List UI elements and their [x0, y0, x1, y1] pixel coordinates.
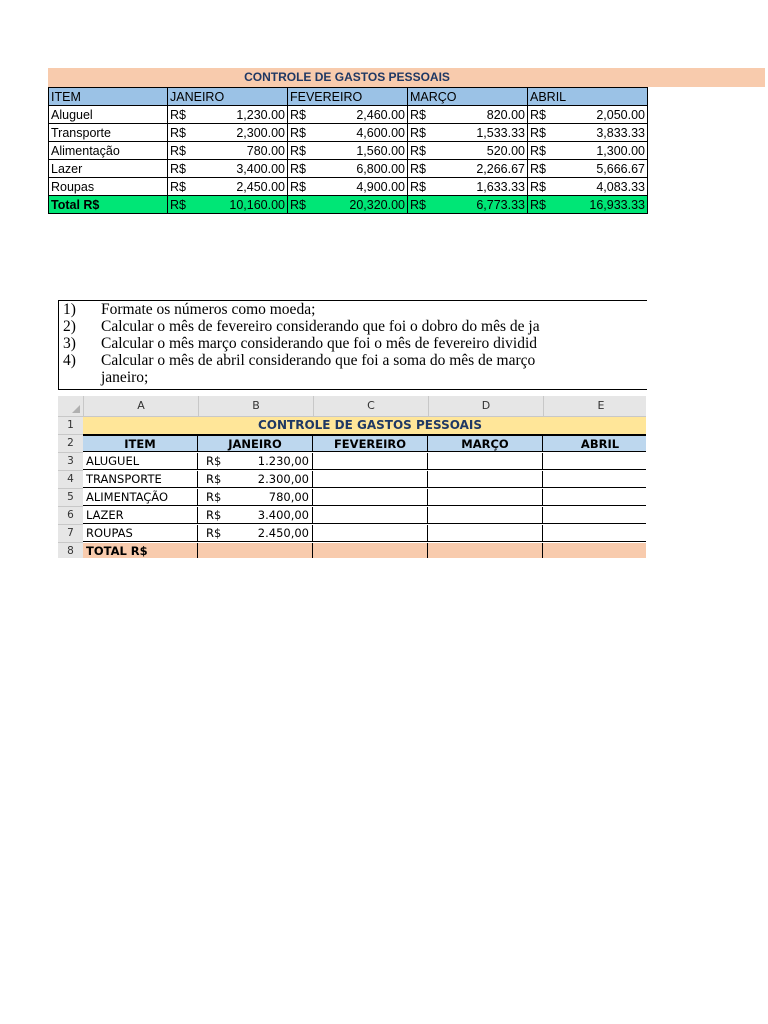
select-all-triangle-icon: [72, 405, 80, 413]
total-cell: [408, 196, 528, 214]
sheet-empty-cell[interactable]: [543, 489, 646, 506]
value: 1,560.00: [356, 143, 405, 158]
instruction-text: Calcular o mês de abril considerando que foi a soma do mês de março: [101, 352, 536, 369]
row-header[interactable]: 2: [58, 435, 83, 453]
currency-symbol: R$: [170, 143, 186, 158]
value-cell: [408, 160, 528, 178]
currency-symbol: R$: [290, 143, 306, 158]
sheet-item-cell[interactable]: TRANSPORTE: [83, 471, 198, 488]
value-cell: [408, 142, 528, 160]
currency-symbol: R$: [410, 161, 426, 176]
total-value: 16,933.33: [589, 197, 645, 212]
total-cell: [528, 196, 648, 214]
column-header-b[interactable]: B: [198, 396, 313, 416]
value-cell: [528, 124, 648, 142]
instruction-item: [59, 335, 647, 352]
value-cell: [528, 178, 648, 196]
instruction-item: [59, 318, 647, 335]
instruction-number: 2): [63, 318, 76, 335]
value: 4,600.00: [356, 125, 405, 140]
value-cell: [288, 124, 408, 142]
currency-symbol: R$: [206, 454, 222, 468]
instruction-number: 3): [63, 335, 76, 352]
instruction-text: Calcular o mês março considerando que foi o mês de fevereiro dividid: [101, 335, 538, 352]
total-label: Total R$: [49, 196, 168, 214]
currency-symbol: R$: [206, 508, 222, 522]
page-title: CONTROLE DE GASTOS PESSOAIS: [244, 70, 450, 84]
value-cell: [288, 106, 408, 124]
currency-symbol: R$: [206, 526, 222, 540]
sheet-empty-cell[interactable]: [543, 525, 646, 542]
value: 3.400,00: [257, 508, 309, 522]
value-cell: [168, 178, 288, 196]
sheet-empty-cell[interactable]: [313, 525, 428, 542]
currency-symbol: R$: [170, 125, 186, 140]
table-header-row: [49, 88, 648, 106]
currency-symbol: R$: [290, 179, 306, 194]
sheet-empty-cell[interactable]: [428, 453, 543, 470]
sheet-empty-cell[interactable]: [428, 525, 543, 542]
item-cell: Lazer: [49, 160, 168, 178]
sheet-item-cell[interactable]: ROUPAS: [83, 525, 198, 542]
instruction-text: Calcular o mês de fevereiro considerando que foi o dobro do mês de ja: [101, 318, 540, 335]
total-value: 10,160.00: [229, 197, 285, 212]
sheet-empty-cell[interactable]: [428, 471, 543, 488]
row-header[interactable]: 8: [58, 543, 83, 558]
value-cell: [288, 142, 408, 160]
expense-table: [48, 87, 648, 214]
header-abril: ABRIL: [528, 88, 648, 106]
item-cell: Transporte: [49, 124, 168, 142]
currency-symbol: R$: [410, 107, 426, 122]
sheet-janeiro-cell[interactable]: [198, 453, 313, 470]
total-cell: [168, 196, 288, 214]
value-cell: [408, 124, 528, 142]
sheet-empty-cell[interactable]: [543, 507, 646, 524]
value-cell: [168, 142, 288, 160]
sheet-total-cell[interactable]: [428, 543, 543, 558]
header-marco: MARÇO: [408, 88, 528, 106]
currency-symbol: R$: [410, 179, 426, 194]
currency-symbol: R$: [530, 197, 546, 212]
sheet-total-label[interactable]: TOTAL R$: [83, 543, 198, 558]
currency-symbol: R$: [290, 161, 306, 176]
instruction-item: [59, 352, 647, 369]
currency-symbol: R$: [530, 107, 546, 122]
row-header[interactable]: 4: [58, 471, 83, 489]
value-cell: [528, 160, 648, 178]
value: 1,230.00: [236, 107, 285, 122]
sheet-item-cell[interactable]: ALUGUEL: [83, 453, 198, 470]
value-cell: [168, 106, 288, 124]
item-cell: Alimentação: [49, 142, 168, 160]
header-fevereiro: FEVEREIRO: [288, 88, 408, 106]
value: 2,300.00: [236, 125, 285, 140]
value: 2.450,00: [257, 526, 309, 540]
column-header-d[interactable]: D: [428, 396, 543, 416]
item-cell: Aluguel: [49, 106, 168, 124]
value-cell: [528, 106, 648, 124]
sheet-empty-cell[interactable]: [543, 453, 646, 470]
sheet-total-cell[interactable]: [313, 543, 428, 558]
currency-symbol: R$: [170, 179, 186, 194]
value: 5,666.67: [596, 161, 645, 176]
sheet-janeiro-cell[interactable]: [198, 489, 313, 506]
value: 2,050.00: [596, 107, 645, 122]
value-cell: [288, 178, 408, 196]
sheet-header-fevereiro[interactable]: FEVEREIRO: [313, 435, 428, 452]
value: 780,00: [268, 490, 309, 504]
currency-symbol: R$: [410, 143, 426, 158]
table-row: [49, 106, 648, 124]
total-value: 20,320.00: [349, 197, 405, 212]
instruction-number: [59, 369, 101, 386]
row-header[interactable]: 7: [58, 525, 83, 543]
value-cell: [168, 160, 288, 178]
sheet-empty-cell[interactable]: [313, 489, 428, 506]
header-item: ITEM: [49, 88, 168, 106]
sheet-header-marco[interactable]: MARÇO: [428, 435, 543, 452]
sheet-header-item[interactable]: ITEM: [83, 435, 198, 452]
value: 6,800.00: [356, 161, 405, 176]
value: 520.00: [486, 143, 525, 158]
value: 1,633.33: [476, 179, 525, 194]
table-row: [49, 160, 648, 178]
currency-symbol: R$: [290, 107, 306, 122]
value: 2,460.00: [356, 107, 405, 122]
sheet-empty-cell[interactable]: [313, 507, 428, 524]
sheet-janeiro-cell[interactable]: [198, 507, 313, 524]
row-header[interactable]: 5: [58, 489, 83, 507]
currency-symbol: R$: [530, 179, 546, 194]
value: 1.230,00: [257, 454, 309, 468]
value-cell: [288, 160, 408, 178]
value: 2,266.67: [476, 161, 525, 176]
currency-symbol: R$: [290, 125, 306, 140]
sheet-total-cell[interactable]: [543, 543, 646, 558]
column-header-e[interactable]: E: [543, 396, 646, 416]
value: 1,533.33: [476, 125, 525, 140]
total-value: 6,773.33: [476, 197, 525, 212]
value: 2,450.00: [236, 179, 285, 194]
value: 780.00: [246, 143, 285, 158]
value-cell: [528, 142, 648, 160]
total-cell: [288, 196, 408, 214]
column-header-a[interactable]: A: [83, 396, 198, 416]
sheet-empty-cell[interactable]: [313, 471, 428, 488]
select-all-corner[interactable]: [58, 396, 83, 416]
value-cell: [408, 106, 528, 124]
table-row: [49, 178, 648, 196]
total-row: [49, 196, 648, 214]
currency-symbol: R$: [170, 107, 186, 122]
value: 2.300,00: [257, 472, 309, 486]
currency-symbol: R$: [530, 161, 546, 176]
column-header-c[interactable]: C: [313, 396, 428, 416]
row-header[interactable]: 3: [58, 453, 83, 471]
sheet-janeiro-cell[interactable]: [198, 525, 313, 542]
currency-symbol: R$: [206, 490, 222, 504]
instruction-text: Formate os números como moeda;: [101, 301, 316, 318]
value: 4,900.00: [356, 179, 405, 194]
currency-symbol: R$: [170, 197, 186, 212]
table-row: [49, 124, 648, 142]
sheet-item-cell[interactable]: LAZER: [83, 507, 198, 524]
value: 3,400.00: [236, 161, 285, 176]
currency-symbol: R$: [410, 197, 426, 212]
value: 1,300.00: [596, 143, 645, 158]
sheet-empty-cell[interactable]: [428, 489, 543, 506]
instruction-item: [59, 301, 647, 318]
instruction-item: [59, 369, 647, 386]
currency-symbol: R$: [410, 125, 426, 140]
instruction-text: janeiro;: [101, 369, 149, 386]
sheet-empty-cell[interactable]: [428, 507, 543, 524]
table-row: [49, 142, 648, 160]
sheet-header-abril[interactable]: ABRIL: [543, 435, 646, 452]
currency-symbol: R$: [530, 125, 546, 140]
item-cell: Roupas: [49, 178, 168, 196]
currency-symbol: R$: [206, 472, 222, 486]
sheet-empty-cell[interactable]: [543, 471, 646, 488]
spreadsheet-grid: [58, 396, 646, 558]
header-janeiro: JANEIRO: [168, 88, 288, 106]
instructions-box: [58, 300, 647, 390]
sheet-janeiro-cell[interactable]: [198, 471, 313, 488]
currency-symbol: R$: [170, 161, 186, 176]
currency-symbol: R$: [530, 143, 546, 158]
sheet-title-cell[interactable]: CONTROLE DE GASTOS PESSOAIS: [83, 417, 646, 435]
value-cell: [168, 124, 288, 142]
value: 4,083.33: [596, 179, 645, 194]
sheet-empty-cell[interactable]: [313, 453, 428, 470]
value: 3,833.33: [596, 125, 645, 140]
value: 820.00: [486, 107, 525, 122]
value-cell: [408, 178, 528, 196]
sheet-header-janeiro[interactable]: JANEIRO: [198, 435, 313, 452]
instruction-number: 1): [63, 301, 76, 318]
sheet-total-cell[interactable]: [198, 543, 313, 558]
sheet-item-cell[interactable]: ALIMENTAÇÃO: [83, 489, 198, 506]
instruction-number: 4): [63, 352, 76, 369]
currency-symbol: R$: [290, 197, 306, 212]
row-header[interactable]: 6: [58, 507, 83, 525]
row-header[interactable]: 1: [58, 417, 83, 435]
